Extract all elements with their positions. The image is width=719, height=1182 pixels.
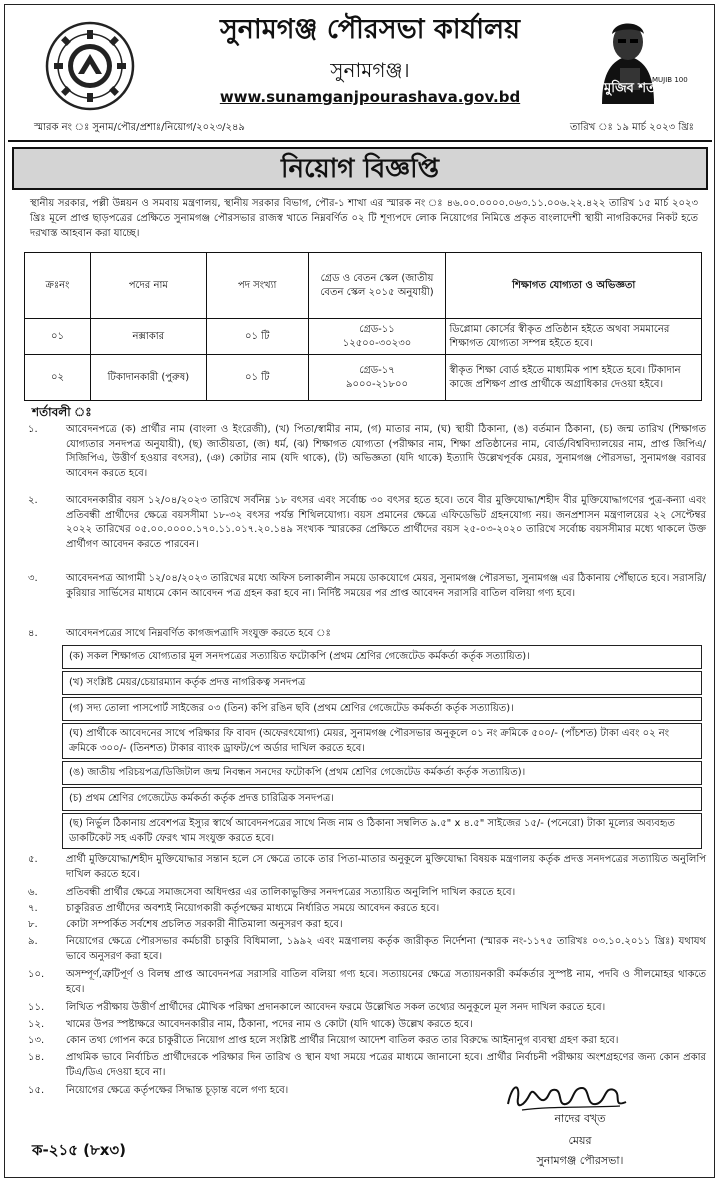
header-serial: ক্রঃনং bbox=[25, 253, 91, 319]
term-text: আবেদনপত্রের সাথে নিম্নবর্ণিত কাগজপত্রাদি সংযুক্ত করতে হবে ঃ bbox=[66, 628, 331, 639]
term-text: নিয়োগের ক্ষেত্রে পৌরসভার কর্মচারী চাকুরি বিধিমালা, ১৯৯২ এবং মন্ত্রণালয় কর্তৃক জারীকৃত নির্দেশনা (স্মারক নং-১১৭৫ তারিখঃ ০৩.১০.২০১১ খ্রিঃ) যথাযথ ভাবে অনুসরণ করা হবে। bbox=[66, 936, 706, 962]
memo-reference: স্মারক নং ঃ সুনাম/পৌর/প্রশাঃ/নিয়োগ/২০২৩/২৪৯ bbox=[34, 122, 245, 133]
term-item bbox=[28, 886, 706, 901]
terms-heading: শর্তাবলী ঃ bbox=[32, 405, 92, 419]
table-row bbox=[25, 319, 702, 355]
document-item: (ক) সকল শিক্ষাগত যোগ্যতার মূল সনদপত্রের সত্যায়িত ফটোকপি (প্রথম শ্রেণির গেজেটেড কর্মকর্তা কর্তৃক সত্যায়িত)। bbox=[62, 645, 702, 669]
header-post-name: পদের নাম bbox=[90, 253, 206, 319]
term-number: ১৫. bbox=[28, 1085, 45, 1096]
term-number: ৮. bbox=[28, 919, 38, 930]
mujib-centenary-portrait bbox=[584, 12, 688, 104]
memo-line bbox=[10, 118, 710, 138]
term-item bbox=[28, 423, 706, 481]
term-text: চাকুরিরত প্রার্থীদের অবশ্যই নিয়োগকারী কর্তৃপক্ষের মাধ্যমে নির্ধারিত সময়ে আবেদন করতে হবে। bbox=[66, 903, 440, 914]
mayor-signature bbox=[502, 1076, 632, 1116]
office-location: সুনামগঞ্জ। bbox=[330, 58, 410, 82]
term-text: লিখিত পরীক্ষায় উত্তীর্ণ প্রার্থীদের মৌখিক পরিক্ষা প্রদানকালে আবেদন ফরমে উল্লেখিত সকল তথ্যের অনুকূলে মূল সনদ দাখিল করতে হবে। bbox=[66, 1002, 606, 1013]
term-text: অসম্পূর্ণ,ত্রুটিপূর্ণ ও বিলম্ব প্রাপ্ত আবেদনপত্র সরাসরি বাতিল বলিয়া গণ্য হবে। সত্যায়নের ক্ষেত্রে সত্যায়নকারী কর্মকর্তার সুস্পষ্ট নাম, পদবি ও সীলমোহর থাকতে হবে। bbox=[66, 969, 706, 995]
term-number: ৫. bbox=[28, 854, 38, 865]
posts-table bbox=[24, 252, 702, 401]
intro-paragraph: স্থানীয় সরকার, পল্লী উন্নয়ন ও সমবায় মন্ত্রণালয়, স্থানীয় সরকার বিভাগ, পৌর-১ শাখা এর স্মারক নং ঃ ৪৬.০০.০০০০.০৬৩.১১.০০৬.২২.৪২২ তারিখ ১৫ মার্চ ২০২৩ খ্রিঃ মূলে প্রাপ্ত ছাড়পত্রের প্রেক্ষিতে সুনামগঞ্জ পৌরসভার রাজস্ব খাতে নিম্নবর্ণিত ০২ টি শূণ্যপদে লোক নিয়োগের নিমিত্তে প্রকৃত বাংলাদেশী স্থায়ী নাগরিকদের নিকট হতে দরখাস্ত আহবান করা যাচ্ছে। bbox=[30, 198, 698, 239]
signatory-office: সুনামগঞ্জ পৌরসভা। bbox=[536, 1154, 624, 1167]
row-post-count: ০১ টি bbox=[206, 319, 308, 355]
term-item bbox=[28, 1084, 468, 1099]
term-number: ৯. bbox=[28, 936, 38, 947]
term-text: প্রার্থী মুক্তিযোদ্ধা/শহীদ মুক্তিযোদ্ধার সন্তান হলে সে ক্ষেত্রে তাকে তার পিতা-মাতার অনুকূলে মুক্তিযোদ্ধা বিষয়ক মন্ত্রণালয় কর্তৃক প্রদত্ত সনদপত্রের সত্যায়িত অনুলিপি দাখিল করতে হবে। bbox=[66, 854, 706, 880]
row-post-count: ০১ টি bbox=[206, 355, 308, 401]
term-item bbox=[28, 918, 706, 933]
row-serial: ০২ bbox=[25, 355, 91, 401]
table-row bbox=[25, 355, 702, 401]
term-number: ১৩. bbox=[28, 1035, 45, 1046]
term-item bbox=[28, 1018, 706, 1033]
pourashava-logo bbox=[44, 20, 136, 112]
row-post-name: নক্সাকার bbox=[90, 319, 206, 355]
term-text: নিয়োগের ক্ষেত্রে কর্তৃপক্ষের সিদ্ধান্ত চূড়ান্ত বলে গণ্য হবে। bbox=[66, 1085, 289, 1096]
term-number: ১০. bbox=[28, 969, 45, 980]
term-text: খামের উপর স্পষ্টাক্ষরে আবেদনকারীর নাম, ঠিকানা, পদের নাম ও কোটা (যদি থাকে) উল্লেখ করতে হবে। bbox=[66, 1019, 473, 1030]
header-post-count: পদ সংখ্যা bbox=[206, 253, 308, 319]
term-item bbox=[28, 494, 706, 552]
term-item bbox=[28, 572, 706, 601]
document-item: (খ) সংশ্লিষ্ট মেয়র/চেয়ারম্যান কর্তৃক প্রদত্ত নাগরিকত্ব সনদপত্র bbox=[62, 671, 702, 695]
table-header-row bbox=[25, 253, 702, 319]
term-number: ১. bbox=[28, 424, 38, 435]
row-pay-scale: ১২৫০০-৩০২৩০ bbox=[342, 337, 412, 349]
term-number: ২. bbox=[28, 495, 38, 506]
signatory-name: নাদের বখ্ত bbox=[554, 1112, 606, 1125]
term-text: প্রতিবন্ধী প্রার্থীর ক্ষেত্রে সমাজসেবা অধিদপ্তর এর তালিকাভুক্তির সনদপত্রের সত্যায়িত অনুলিপি দাখিল করতে হবে। bbox=[66, 887, 516, 898]
term-number: ৪. bbox=[28, 628, 38, 639]
document-item: (ঙ) জাতীয় পরিচয়পত্র/ডিজিটাল জন্ম নিবন্ধন সনদের ফটোকপি (প্রথম শ্রেণির গেজেটেড কর্মকর্তা কর্তৃক সত্যায়িত)। bbox=[62, 761, 702, 785]
portrait-badge-bangla: মুজিব শতবর্ষ bbox=[604, 81, 671, 96]
website-link[interactable]: www.sunamganjpourashava.gov.bd bbox=[219, 88, 521, 106]
portrait-badge-english: MUJIB 100 bbox=[652, 76, 688, 84]
term-text: প্রাথমিক ভাবে নির্বাচিত প্রার্থীদেরকে পরিক্ষার দিন তারিখ ও স্থান যথা সময়ে পত্রের মাধ্যমে জানানো হবে। প্রার্থীর নির্বাচনী পরীক্ষায় অংশগ্রহণের জন্য কোন প্রকার টিএ/ডিএ দেওয়া হবে না। bbox=[66, 1052, 706, 1078]
term-item bbox=[28, 902, 706, 917]
document-item: (ঘ) প্রার্থীকে আবেদনের সাথে পরিক্ষার ফি বাবদ (অফেরৎযোগ্য) মেয়র, সুনামগঞ্জ পৌরসভার অনুকূলে ০১ নং ক্রমিকে ৫০০/- (পাঁচশত) টাকা এবং ০২ নং ক্রমিকে ৩০০/- (তিনশত) টাকার ব্যাংক ড্রাফট/পে অর্ডার দাখিল করতে হবে। bbox=[62, 723, 702, 759]
term-number: ১২. bbox=[28, 1019, 45, 1030]
signatory-title: মেয়র bbox=[568, 1134, 592, 1147]
row-qualification: স্বীকৃত শিক্ষা বোর্ড হইতে মাধ্যমিক পাশ হইতে হবে। টিকাদান কাজে প্রশিক্ষণ প্রাপ্ত প্রার্থীকে অগ্রাধিকার দেওয়া হইবে। bbox=[446, 355, 702, 401]
term-text: আবেদনপত্রে (ক) প্রার্থীর নাম (বাংলা ও ইংরেজী), (খ) পিতা/স্বামীর নাম, (গ) মাতার নাম, (ঘ) স্থায়ী ঠিকানা, (ঙ) বর্তমান ঠিকানা, (চ) জন্ম তারিখ (শিক্ষাগত যোগ্যতার সনদপত্র অনুযায়ী), (ছ) জাতীয়তা, (জ) ধর্ম, (ঝ) শিক্ষাগত যোগ্যতা (পরীক্ষার নাম, শিক্ষা প্রতিষ্ঠানের নাম, বোর্ড/বিশ্ববিদ্যালয়ের নাম, প্রাপ্ত জিপিএ/সিজিপিএ, উত্তীর্ণ হওয়ার বৎসর), (ঞ) কোটার নাম (যদি থাকে), (ট) অভিজ্ঞতা (যদি থাকে) ইত্যাদি উল্লেখপূর্বক মেয়র, সুনামগঞ্জ পৌরসভা, সুনামগঞ্জ বরাবর আবেদন করতে হবে। bbox=[66, 424, 706, 479]
row-qualification: ডিপ্লোমা কোর্সের স্বীকৃত প্রতিষ্ঠান হইতে অথবা সমমানের শিক্ষাগত যোগ্যতা সম্পন্ন হইতে হবে। bbox=[446, 319, 702, 355]
row-grade-scale bbox=[308, 355, 446, 401]
memo-date: তারিখ ঃ ১৯ মার্চ ২০২৩ খ্রিঃ bbox=[570, 122, 694, 133]
term-number: ১১. bbox=[28, 1002, 45, 1013]
term-number: ৩. bbox=[28, 573, 38, 584]
term-text: আবেদনকারীর বয়স ১২/০৪/২০২৩ তারিখে সর্বনিম্ন ১৮ বৎসর এবং সর্বোচ্চ ৩০ বৎসর হতে হবে। তবে বীর মুক্তিযোদ্ধা/শহীদ বীর মুক্তিযোদ্ধাগণের পুত্র-কন্যা এবং প্রতিবন্ধী প্রার্থীদের ক্ষেত্রে বয়সসীমা ১৮-৩২ বৎসর পর্যন্ত শিথিলযোগ্য। বয়স প্রমানের ক্ষেত্রে এফিডেভিট গ্রহনযোগ্য নয়। জনপ্রশাসন মন্ত্রণালয়ের ২২ সেপ্টেম্বর ২০২২ তারিখের ০৫.০০.০০০০.১৭০.১১.০১৭.২০.১৪৯ সংখ্যক স্মারকের প্রেক্ষিতে প্রার্থীদের বয়স ২৫-০৩-২০২০ তারিখে সর্বোচ্চ বয়সসীমার মধ্যে থাকলে উক্ত প্রার্থীগণ আবেদন করতে পারবেন। bbox=[66, 495, 706, 550]
document-item: (ছ) নির্ভুল ঠিকানায় প্রবেশপত্র ইস্যুর স্বার্থে আবেদনপত্রের সাথে নিজ নাম ও ঠিকানা সম্বলিত ৯.৫" x ৪.৫" সাইজের ১৫/- (পনেরো) টাকা মূল্যের অব্যবহৃত ডাকটিকেট সহ একটি ফেরৎ খাম সংযুক্ত করতে হবে। bbox=[62, 813, 702, 849]
term-text: কোন তথ্য গোপন করে চাকুরীতে নিয়োগ প্রাপ্ত হলে সংশ্লিষ্ট প্রার্থীর নিয়োগ আদেশ বাতিল করত তার বিরুদ্ধে আইনানুগ ব্যবস্থা গ্রহণ করা হবে। bbox=[66, 1035, 619, 1046]
term-text: আবেদনপত্র আগামী ১২/০৪/২০২৩ তারিখের মধ্যে অফিস চলাকালীন সময়ে ডাকযোগে মেয়র, সুনামগঞ্জ পৌরসভা, সুনামগঞ্জ এর ঠিকানায় পৌঁছাতে হবে। সরাসরি/কুরিয়ার সার্ভিসের মাধ্যমে কোন আবেদন পত্র গ্রহন করা হবে না। নির্দিষ্ট সময়ের পর প্রাপ্ত আবেদন সরাসরি বাতিল বলিয়া গণ্য হবে। bbox=[66, 573, 706, 599]
row-grade: গ্রেড-১৭ bbox=[359, 364, 395, 376]
office-title: সুনামগঞ্জ পৌরসভা কার্যালয় bbox=[219, 14, 521, 45]
header-qualification: শিক্ষাগত যোগ্যতা ও অভিজ্ঞতা bbox=[446, 253, 702, 319]
term-item bbox=[28, 1034, 706, 1049]
row-pay-scale: ৯০০০-২১৮০০ bbox=[345, 378, 409, 390]
term-number: ৬. bbox=[28, 887, 38, 898]
document-item: (গ) সদ্য তোলা পাসপোর্ট সাইজের ০৩ (তিন) কপি রঙিন ছবি (প্রথম শ্রেণির গেজেটেড কর্মকর্তা কর্তৃক সত্যায়িত)। bbox=[62, 697, 702, 721]
row-grade-scale bbox=[308, 319, 446, 355]
row-post-name: টিকাদানকারী (পুরুষ) bbox=[90, 355, 206, 401]
row-serial: ০১ bbox=[25, 319, 91, 355]
notice-title: নিয়োগ বিজ্ঞপ্তি bbox=[12, 147, 708, 190]
term-item bbox=[28, 935, 706, 964]
term-number: ৭. bbox=[28, 903, 38, 914]
row-grade: গ্রেড-১১ bbox=[359, 323, 395, 335]
document-item: (চ) প্রথম শ্রেণির গেজেটেড কর্মকর্তা কর্তৃক প্রদত্ত চারিত্রিক সনদপত্র। bbox=[62, 787, 702, 811]
term-item bbox=[28, 627, 706, 642]
term-item bbox=[28, 1001, 706, 1016]
term-text: কোটা সম্পর্কিত সর্বশেষ প্রচলিত সরকারী নীতিমালা অনুসরণ করা হবে। bbox=[66, 919, 343, 930]
term-item bbox=[28, 968, 706, 997]
header-grade-scale: গ্রেড ও বেতন স্কেল (জাতীয় বেতন স্কেল ২০১৫ অনুযায়ী) bbox=[308, 253, 446, 319]
term-item bbox=[28, 853, 706, 882]
divider bbox=[8, 140, 712, 142]
publication-code: ক-২১৫ (৮x৩) bbox=[32, 1141, 127, 1159]
term-number: ১৪. bbox=[28, 1052, 45, 1063]
